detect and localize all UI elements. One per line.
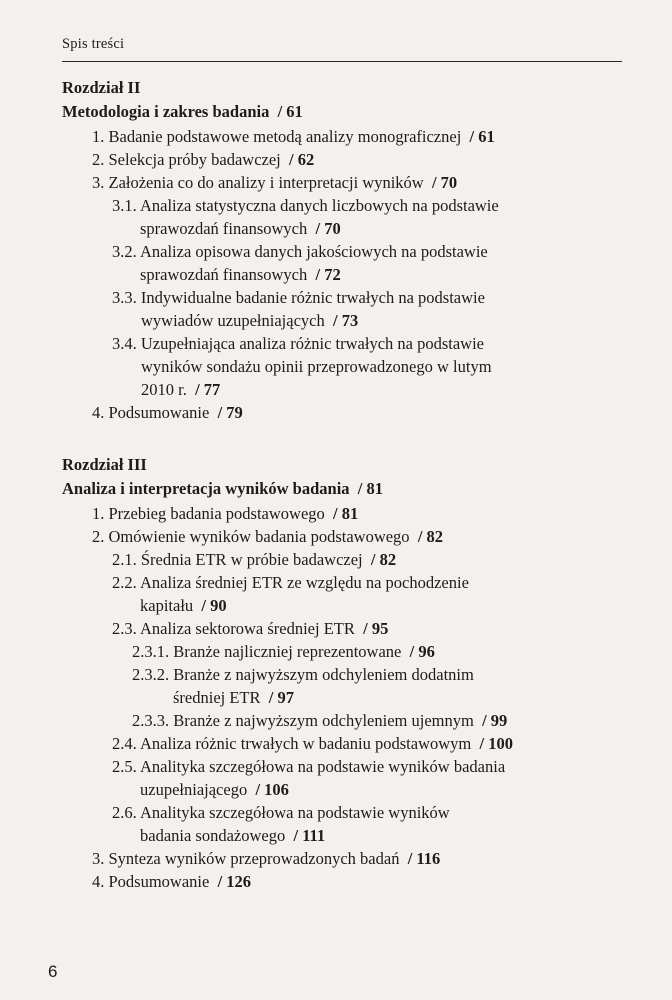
toc-entry — [112, 334, 484, 354]
toc-entry — [112, 550, 396, 570]
page-number: 6 — [48, 962, 58, 981]
entry-number: 2.3.2. — [132, 665, 170, 684]
entry-number: 3.2. — [112, 242, 137, 261]
toc-entry-continuation — [141, 311, 358, 331]
entry-page-ref: / 100 — [479, 734, 513, 753]
toc-entry — [112, 242, 488, 262]
entry-number: 3. — [92, 849, 105, 868]
entry-number: 2.5. — [112, 757, 137, 776]
entry-number: 1. — [92, 127, 105, 146]
entry-number: 2. — [92, 150, 105, 169]
entry-text: Branże z najwyższym odchyleniem ujemnym — [173, 711, 474, 730]
entry-text: Synteza wyników przeprowadzonych badań — [108, 849, 400, 868]
chapter-label: Rozdział III — [62, 455, 147, 474]
entry-page-ref: / 82 — [370, 550, 397, 569]
header-rule — [62, 61, 622, 62]
entry-text: sprawozdań finansowych — [140, 265, 308, 284]
entry-page-ref: / 111 — [293, 826, 326, 845]
entry-text: Analiza sektorowa średniej ETR — [139, 619, 355, 638]
entry-page-ref: / 62 — [289, 150, 315, 169]
entry-text: Branże z najwyższym odchyleniem dodatnim — [173, 665, 474, 684]
chapter-title — [62, 102, 303, 122]
entry-page-ref: / 97 — [268, 688, 294, 707]
entry-page-ref: / 61 — [469, 127, 495, 146]
toc-entry-continuation — [141, 357, 492, 377]
entry-page-ref: / 81 — [333, 504, 359, 523]
entry-number: 2. — [92, 527, 105, 546]
toc-entry — [92, 127, 495, 147]
entry-page-ref: / 73 — [332, 311, 359, 330]
entry-text: Średnia ETR w próbie badawczej — [140, 550, 363, 569]
entry-page-ref: / 96 — [409, 642, 435, 661]
entry-text: Analiza różnic trwałych w badaniu podstawowym — [139, 734, 472, 753]
entry-number: 2.3.1. — [132, 642, 170, 661]
entry-page-ref: / 116 — [407, 849, 441, 868]
entry-text: Analiza opisowa danych jakościowych na podstawie — [139, 242, 488, 261]
entry-text: Analiza średniej ETR ze względu na pochodzenie — [139, 573, 469, 592]
entry-number: 2.1. — [112, 550, 137, 569]
toc-entry-continuation — [140, 780, 289, 800]
entry-number: 2.3.3. — [132, 711, 170, 730]
toc-entry — [112, 619, 388, 639]
toc-entry — [92, 150, 314, 170]
chapter-page-ref: / 81 — [357, 479, 384, 498]
entry-page-ref: / 70 — [315, 219, 341, 238]
toc-entry — [112, 573, 469, 593]
toc-entry-continuation — [140, 219, 341, 239]
entry-page-ref: / 72 — [315, 265, 341, 284]
entry-page-ref: / 82 — [417, 527, 444, 546]
chapter-title-text: Analiza i interpretacja wyników badania — [62, 479, 350, 498]
entry-text: Branże najliczniej reprezentowane — [173, 642, 402, 661]
entry-page-ref: / 95 — [363, 619, 389, 638]
entry-page-ref: / 90 — [201, 596, 227, 615]
entry-text: Analiza statystyczna danych liczbowych na podstawie — [139, 196, 499, 215]
chapter-title-text: Metodologia i zakres badania — [62, 102, 270, 121]
toc-entry — [112, 803, 450, 823]
toc-entry-continuation — [140, 265, 341, 285]
entry-text: kapitału — [140, 596, 194, 615]
entry-number: 2.3. — [112, 619, 137, 638]
entry-number: 4. — [92, 403, 105, 422]
entry-text: Analityka szczegółowa na podstawie wyników — [139, 803, 450, 822]
entry-number: 3.3. — [112, 288, 137, 307]
entry-text: Podsumowanie — [108, 872, 210, 891]
entry-text: sprawozdań finansowych — [140, 219, 308, 238]
toc-entry — [92, 872, 251, 892]
entry-number: 1. — [92, 504, 105, 523]
toc-entry — [132, 711, 507, 731]
entry-text: 2010 r. — [141, 380, 187, 399]
chapter-page-ref: / 61 — [277, 102, 303, 121]
entry-page-ref: / 77 — [195, 380, 221, 399]
toc-entry — [112, 757, 505, 777]
toc-entry-continuation — [173, 688, 294, 708]
toc-entry — [92, 173, 457, 193]
entry-text: wyników sondażu opinii przeprowadzonego w lutym — [141, 357, 492, 376]
entry-text: Omówienie wyników badania podstawowego — [108, 527, 410, 546]
entry-page-ref: / 79 — [217, 403, 243, 422]
entry-text: Uzupełniająca analiza różnic trwałych na podstawie — [140, 334, 484, 353]
entry-text: Analityka szczegółowa na podstawie wyników badania — [139, 757, 506, 776]
entry-number: 2.2. — [112, 573, 137, 592]
entry-text: Przebieg badania podstawowego — [108, 504, 325, 523]
running-head: Spis treści — [62, 36, 125, 52]
entry-number: 3.1. — [112, 196, 137, 215]
toc-entry-continuation — [140, 596, 227, 616]
entry-text: Badanie podstawowe metodą analizy monograficznej — [108, 127, 462, 146]
entry-text: średniej ETR — [173, 688, 261, 707]
toc-entry — [112, 288, 485, 308]
toc-entry — [112, 196, 499, 216]
entry-text: Podsumowanie — [108, 403, 210, 422]
chapter-title — [62, 479, 383, 499]
entry-page-ref: / 99 — [482, 711, 508, 730]
toc-entry-continuation — [141, 380, 220, 400]
toc-entry-continuation — [140, 826, 325, 846]
toc-entry — [92, 403, 243, 423]
entry-page-ref: / 106 — [255, 780, 289, 799]
entry-text: Indywidualne badanie różnic trwałych na podstawie — [140, 288, 485, 307]
toc-entry — [112, 734, 513, 754]
toc-entry — [92, 849, 440, 869]
toc-entry — [92, 527, 443, 547]
toc-entry — [132, 665, 474, 685]
entry-number: 3.4. — [112, 334, 137, 353]
entry-number: 2.4. — [112, 734, 137, 753]
entry-text: wywiadów uzupełniających — [141, 311, 325, 330]
entry-page-ref: / 70 — [431, 173, 458, 192]
chapter-label: Rozdział II — [62, 78, 141, 97]
entry-text: Selekcja próby badawczej — [108, 150, 281, 169]
entry-number: 2.6. — [112, 803, 137, 822]
toc-entry — [132, 642, 435, 662]
entry-text: Założenia co do analizy i interpretacji wyników — [108, 173, 424, 192]
entry-text: uzupełniającego — [140, 780, 248, 799]
toc-entry — [92, 504, 358, 524]
entry-page-ref: / 126 — [217, 872, 252, 891]
entry-number: 3. — [92, 173, 105, 192]
entry-text: badania sondażowego — [140, 826, 286, 845]
entry-number: 4. — [92, 872, 105, 891]
